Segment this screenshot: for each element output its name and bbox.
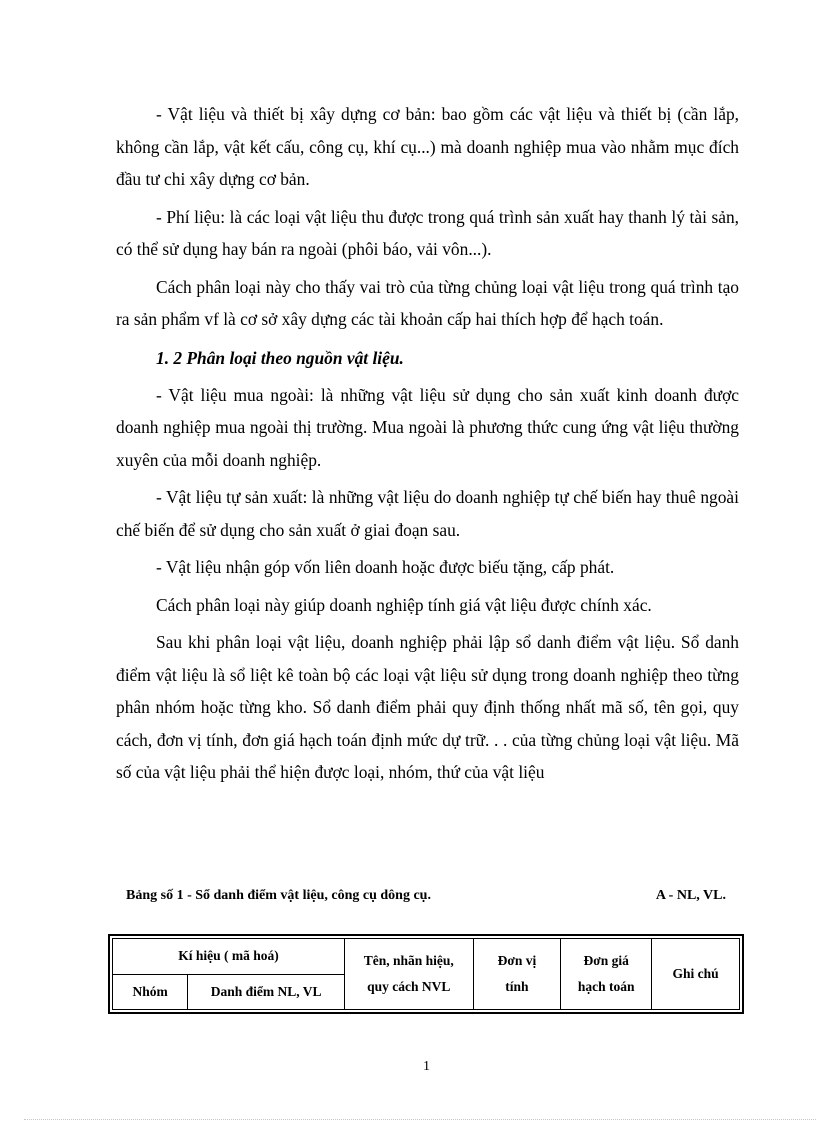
header-name-line1: Tên, nhãn hiệu, [363, 953, 454, 968]
header-unit-line1: Đơn vị [497, 953, 537, 968]
table-caption [126, 888, 726, 904]
header-notes: Ghi chú [652, 939, 740, 1010]
header-unit [473, 939, 561, 1010]
paragraph: Cách phân loại này cho thấy vai trò của từng chủng loại vật liệu trong quá trình tạo ra sản phẩm vf là cơ sở xây dựng các tài khoản cấp hai thích hợp để hạch toán. [116, 276, 739, 329]
paragraph: - Vật liệu mua ngoài: là những vật liệu sử dụng cho sản xuất kinh doanh được doanh nghiệp mua ngoài thị trường. Mua ngoài là phương thức cung ứng vật liệu thường xuyên của mỗi doanh nghiệp. [116, 384, 739, 470]
header-unit-line2: tính [505, 979, 529, 994]
header-price-line2: hạch toán [577, 979, 635, 994]
header-item-code: Danh điểm NL, VL [188, 974, 345, 1010]
table-caption-code: A - NL, VL. [655, 888, 726, 903]
header-name-line2: quy cách NVL [367, 979, 451, 994]
page-bottom-border [24, 1119, 816, 1120]
header-group: Nhóm [113, 974, 188, 1010]
page-number: 1 [423, 1059, 430, 1074]
paragraph: - Phí liệu: là các loại vật liệu thu được trong quá trình sản xuất hay thanh lý tài sản, có thể sử dụng hay bán ra ngoài (phôi báo, vải vôn...). [116, 206, 739, 259]
body-text [116, 98, 739, 789]
table-header-row [113, 939, 740, 975]
header-price-line1: Đơn giá [583, 953, 629, 968]
table-caption-title: Bảng số 1 - Sổ danh điểm vật liệu, công cụ dông cụ. [126, 888, 431, 903]
header-price [561, 939, 652, 1010]
paragraph: - Vật liệu và thiết bị xây dựng cơ bản: bao gồm các vật liệu và thiết bị (cần lắp, không cần lắp, vật kết cấu, công cụ, khí cụ...) mà doanh nghiệp mua vào nhằm mục đích đầu tư chi xây dựng cơ bản. [116, 104, 739, 189]
section-heading: 1. 2 Phân loại theo nguồn vật liệu. [156, 347, 404, 368]
catalog-table-grid [112, 938, 740, 1010]
paragraph: - Vật liệu tự sản xuất: là những vật liệu do doanh nghiệp tự chế biến hay thuê ngoài chế biến để sử dụng cho sản xuất ở giai đoạn sau. [116, 487, 739, 540]
paragraph: Cách phân loại này giúp doanh nghiệp tính giá vật liệu được chính xác. [156, 594, 652, 615]
header-code: Kí hiệu ( mã hoá) [113, 939, 345, 975]
paragraph: Sau khi phân loại vật liệu, doanh nghiệp phải lập sổ danh điểm vật liệu. Sổ danh điểm vật liệu là sổ liệt kê toàn bộ các loại vật liệu sử dụng trong doanh nghiệp theo từng phân nhóm hoặc từng kho. Sổ danh điểm phải quy định thống nhất mã số, tên gọi, quy cách, đơn vị tính, đơn giá hạch toán định mức dự trữ. . . của từng chủng loại vật liệu. Mã số của vật liệu phải thể hiện được loại, nhóm, thứ của vật liệu [116, 632, 739, 782]
header-name [344, 939, 473, 1010]
paragraph: - Vật liệu nhận góp vốn liên doanh hoặc được biếu tặng, cấp phát. [156, 557, 615, 577]
catalog-table [108, 934, 744, 1014]
